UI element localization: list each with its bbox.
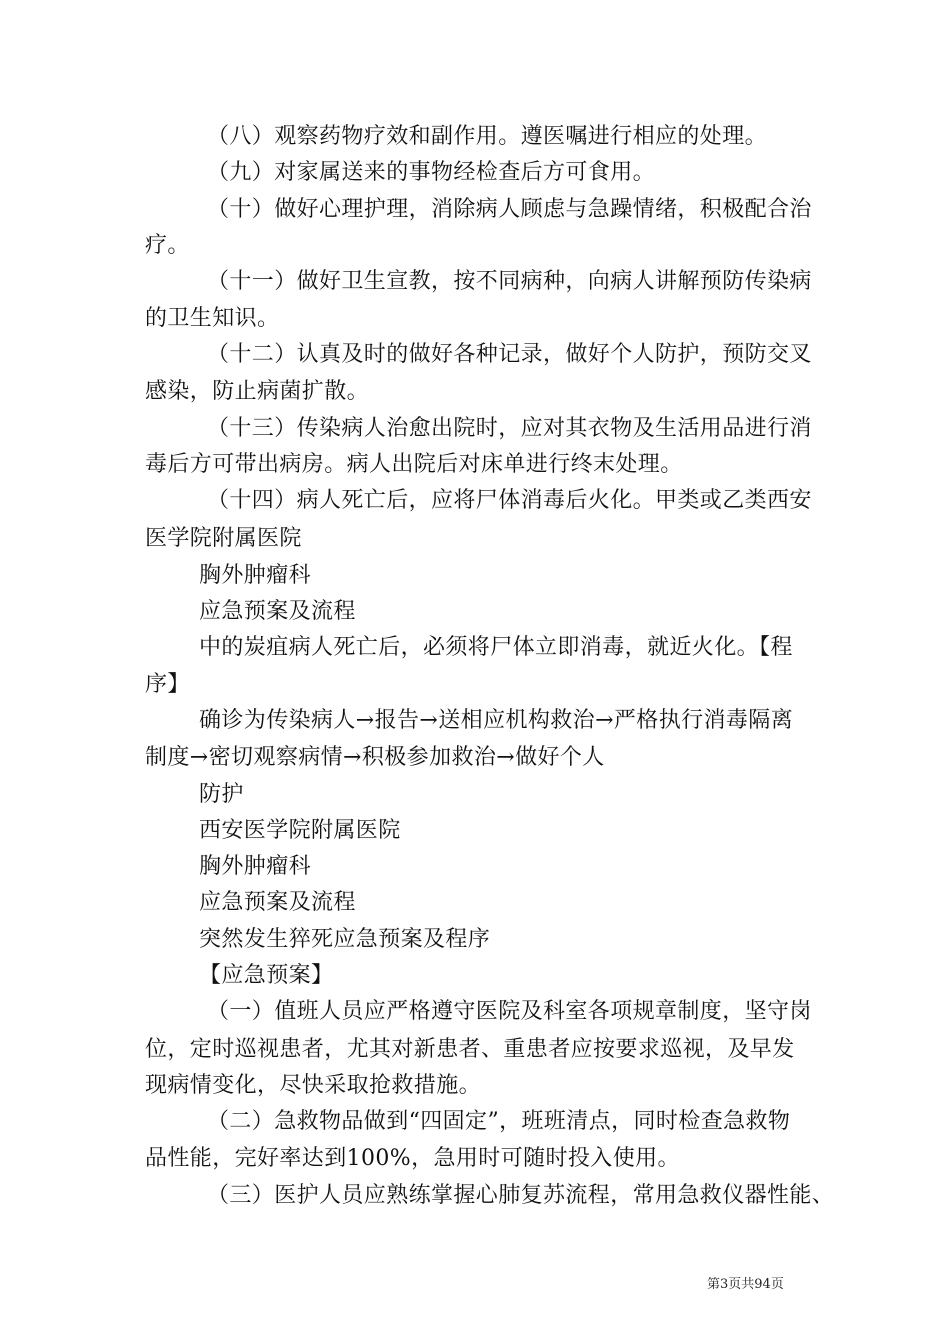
- paragraph-line: （十三）传染病人治愈出院时，应对其衣物及生活用品进行消: [207, 416, 812, 441]
- paragraph-line: （三）医护人员应熟练掌握心肺复苏流程，常用急救仪器性能、: [207, 1183, 835, 1208]
- paragraph-line: 应急预案及流程: [199, 890, 356, 915]
- paragraph-line: 应急预案及流程: [199, 599, 356, 624]
- paragraph-line: 【应急预案】: [199, 963, 334, 988]
- paragraph-line: （十）做好心理护理，消除病人顾虑与急躁情绪，积极配合治: [207, 197, 812, 222]
- paragraph-line: （十二）认真及时的做好各种记录，做好个人防护，预防交叉: [207, 342, 812, 367]
- paragraph-line: （二）急救物品做到“四固定”，班班清点，同时检查急救物: [207, 1109, 791, 1134]
- paragraph-line: 突然发生猝死应急预案及程序: [199, 927, 491, 952]
- paragraph-line: 现病情变化，尽快采取抢救措施。: [145, 1073, 482, 1098]
- paragraph-line: 医学院附属医院: [145, 526, 302, 551]
- paragraph-line: 胸外肿瘤科: [199, 854, 312, 879]
- paragraph-line: （十四）病人死亡后，应将尸体消毒后火化。甲类或乙类西安: [207, 488, 812, 513]
- paragraph-line: 的卫生知识。: [145, 306, 280, 331]
- paragraph-line: （九）对家属送来的事物经检查后方可食用。: [207, 160, 656, 185]
- paragraph-line: （十一）做好卫生宣教，按不同病种，向病人讲解预防传染病: [207, 269, 812, 294]
- paragraph-line: 感染，防止病菌扩散。: [145, 379, 370, 404]
- paragraph-line: 序】: [145, 672, 190, 697]
- paragraph-line: （八）观察药物疗效和副作用。遵医嘱进行相应的处理。: [207, 124, 768, 149]
- paragraph-line: 西安医学院附属医院: [199, 818, 401, 843]
- paragraph-line: 毒后方可带出病房。病人出院后对床单进行终末处理。: [145, 452, 683, 477]
- paragraph-line: 位，定时巡视患者，尤其对新患者、重患者应按要求巡视，及早发: [145, 1037, 795, 1062]
- paragraph-line: （一）值班人员应严格遵守医院及科室各项规章制度，坚守岗: [207, 999, 812, 1024]
- paragraph-line: 疗。: [145, 233, 190, 258]
- paragraph-line: 确诊为传染病人→报告→送相应机构救治→严格执行消毒隔离: [199, 708, 794, 733]
- paragraph-line: 防护: [199, 782, 244, 807]
- paragraph-line: 品性能，完好率达到100%，急用时可随时投入使用。: [145, 1146, 680, 1171]
- paragraph-line: 中的炭疽病人死亡后，必须将尸体立即消毒，就近火化。【程: [199, 635, 793, 660]
- page-number-footer: 第3页共94页: [707, 1277, 784, 1292]
- paragraph-line: 制度→密切观察病情→积极参加救治→做好个人: [145, 745, 605, 770]
- paragraph-line: 胸外肿瘤科: [199, 563, 312, 588]
